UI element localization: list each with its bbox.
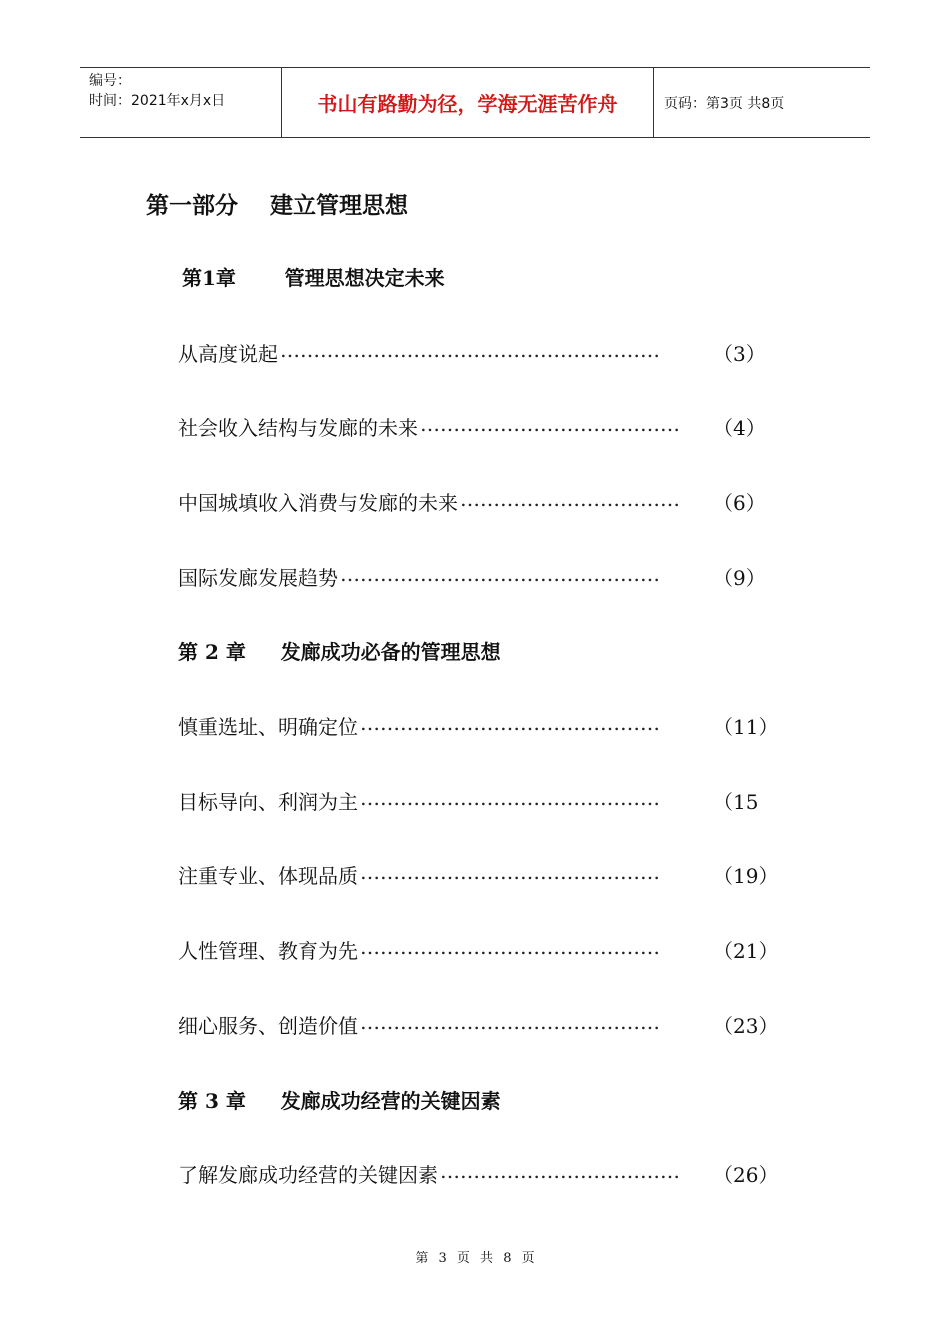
toc-page-number: （6） bbox=[713, 491, 766, 515]
chapter-title: 第 2 章 发廊成功必备的管理思想 bbox=[178, 640, 501, 664]
toc-entry bbox=[178, 935, 778, 963]
toc-entry bbox=[178, 1010, 778, 1038]
toc-leader-dots: ………………………………… bbox=[420, 412, 680, 436]
toc-page-number: （15 bbox=[713, 790, 759, 814]
date-label: 时间：2021年x月x日 bbox=[89, 93, 226, 109]
toc-leader-dots: ……………………………………… bbox=[360, 1010, 660, 1034]
toc-entry-label: 目标导向、利润为主 bbox=[178, 790, 358, 814]
toc-entry bbox=[178, 562, 778, 590]
toc-leader-dots: ………………………………………………… bbox=[280, 338, 660, 362]
toc-leader-dots: …………………………… bbox=[460, 487, 680, 511]
part-title: 第一部分 建立管理思想 bbox=[146, 192, 409, 219]
toc-page-number: （23） bbox=[713, 1014, 779, 1038]
toc-page-number: （21） bbox=[713, 939, 779, 963]
toc-entry-label: 从高度说起 bbox=[178, 342, 278, 366]
toc-leader-dots: ……………………………………… bbox=[360, 786, 660, 810]
toc-page-number: （26） bbox=[713, 1163, 779, 1187]
chapter-title: 第1章 管理思想决定未来 bbox=[182, 266, 445, 290]
toc-entry-label: 中国城填收入消费与发廊的未来 bbox=[178, 491, 458, 515]
header-page-info: 页码：第3页 共8页 bbox=[664, 95, 785, 112]
toc-entry-label: 细心服务、创造价值 bbox=[178, 1014, 358, 1038]
page-footer: 第 3 页 共 8 页 bbox=[415, 1251, 535, 1266]
toc-page-number: （11） bbox=[713, 715, 779, 739]
toc-entry bbox=[178, 711, 778, 739]
toc-leader-dots: ……………………………… bbox=[440, 1159, 680, 1183]
toc-entry bbox=[178, 860, 778, 888]
toc-page-number: （3） bbox=[713, 342, 766, 366]
number-label: 编号： bbox=[89, 73, 131, 89]
toc-page-number: （4） bbox=[713, 416, 766, 440]
toc-entry bbox=[178, 786, 778, 814]
toc-leader-dots: ………………………………………… bbox=[340, 562, 660, 586]
page-header bbox=[80, 67, 870, 138]
toc-entry-label: 了解发廊成功经营的关键因素 bbox=[178, 1163, 438, 1187]
toc-leader-dots: ……………………………………… bbox=[360, 935, 660, 959]
toc-entry bbox=[178, 338, 778, 366]
toc-entry-label: 国际发廊发展趋势 bbox=[178, 566, 338, 590]
header-meta bbox=[80, 68, 281, 137]
toc-entry bbox=[178, 1159, 778, 1187]
toc-entry-label: 人性管理、教育为先 bbox=[178, 939, 358, 963]
toc-leader-dots: ……………………………………… bbox=[360, 860, 660, 884]
toc-entry-label: 社会收入结构与发廊的未来 bbox=[178, 416, 418, 440]
header-motto: 书山有路勤为径，学海无涯苦作舟 bbox=[281, 68, 654, 137]
toc-entry bbox=[178, 487, 778, 515]
toc-entry bbox=[178, 412, 778, 440]
toc-page-number: （9） bbox=[713, 566, 766, 590]
toc-entry-label: 注重专业、体现品质 bbox=[178, 864, 358, 888]
chapter-title: 第 3 章 发廊成功经营的关键因素 bbox=[178, 1089, 501, 1113]
toc-leader-dots: ……………………………………… bbox=[360, 711, 660, 735]
toc-page-number: （19） bbox=[713, 864, 779, 888]
toc-entry-label: 慎重选址、明确定位 bbox=[178, 715, 358, 739]
